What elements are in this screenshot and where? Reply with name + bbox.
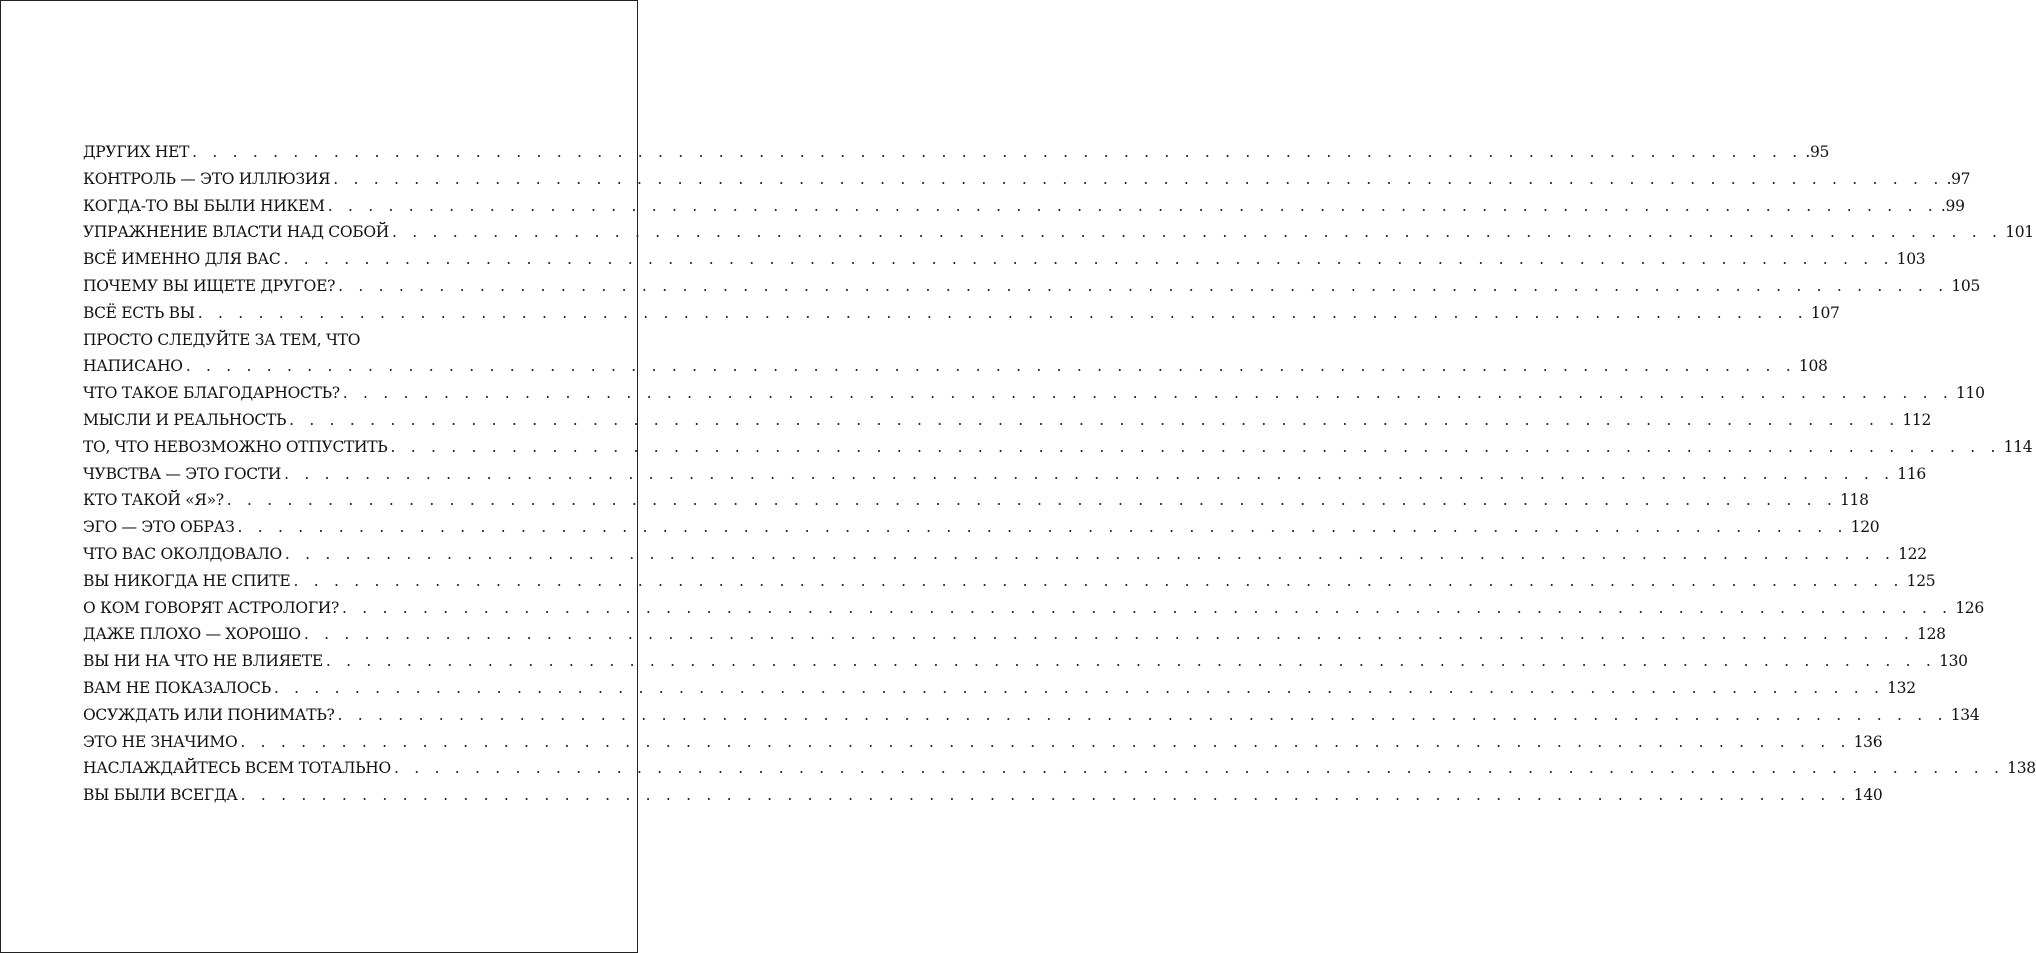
dot-leader: . . . . . . . . . . . . . . . . . . . . . . . . . . . . . . . . . . . . . . . . . . . . . . . . . . . . . . . . . . . . . . . . . . . . . . . . . . . . . . . . <box>185 357 1796 376</box>
toc-page-number: 125 <box>1906 571 1936 590</box>
toc-page-number: 105 <box>1951 276 1981 295</box>
dot-leader: . . . . . . . . . . . . . . . . . . . . . . . . . . . . . . . . . . . . . . . . . . . . . . . . . . . . . . . . . . . . . . . . . . . . . . . . . . . . . . . . <box>192 143 1803 161</box>
toc-entry-title: ВАМ НЕ ПОКАЗАЛОСЬ <box>83 678 271 697</box>
toc-entry-title: УПРАЖНЕНИЕ ВЛАСТИ НАД СОБОЙ <box>83 223 389 242</box>
dot-leader: . . . . . . . . . . . . . . . . . . . . . . . . . . . . . . . . . . . . . . . . . . . . . . . . . . . . . . . . . . . . . . . . . . . . . . . . . . . . . . . . <box>338 276 1949 295</box>
toc-entry[interactable] <box>83 434 2033 461</box>
dot-leader: . . . . . . . . . . . . . . . . . . . . . . . . . . . . . . . . . . . . . . . . . . . . . . . . . . . . . . . . . . . . . . . . . . . . . . . . . . . . . . . . <box>325 652 1937 671</box>
toc-page-number: 118 <box>1840 491 1869 510</box>
toc-entry[interactable] <box>83 166 1971 193</box>
toc-entry[interactable] <box>83 487 1869 514</box>
dot-leader: . . . . . . . . . . . . . . . . . . . . . . . . . . . . . . . . . . . . . . . . . . . . . . . . . . . . . . . . . . . . . . . . . . . . . . . . . . . . . . . . <box>391 223 2003 242</box>
toc-page-number: .97 <box>1946 169 1971 188</box>
toc-page-number: 126 <box>1955 598 1984 617</box>
toc-page-number: 128 <box>1917 625 1946 644</box>
toc-entry[interactable] <box>83 139 1830 166</box>
toc-entry[interactable] <box>83 729 1883 756</box>
toc-entry[interactable] <box>83 353 1828 380</box>
toc-entry-title: ДАЖЕ ПЛОХО — ХОРОШО <box>83 625 301 644</box>
toc-page-number: 130 <box>1939 652 1968 671</box>
dot-leader: . . . . . . . . . . . . . . . . . . . . . . . . . . . . . . . . . . . . . . . . . . . . . . . . . . . . . . . . . . . . . . . . . . . . . . . . . . . . . . . . <box>237 518 1848 537</box>
dot-leader: . . . . . . . . . . . . . . . . . . . . . . . . . . . . . . . . . . . . . . . . . . . . . . . . . . . . . . . . . . . . . . . . . . . . . . . . . . . . . . . . <box>333 169 1944 188</box>
dot-leader: . . . . . . . . . . . . . . . . . . . . . . . . . . . . . . . . . . . . . . . . . . . . . . . . . . . . . . . . . . . . . . . . . . . . . . . . . . . . . . . . <box>393 759 2005 778</box>
dot-leader: . . . . . . . . . . . . . . . . . . . . . . . . . . . . . . . . . . . . . . . . . . . . . . . . . . . . . . . . . . . . . . . . . . . . . . . . . . . . . . . . <box>283 250 1894 269</box>
toc-entry-title: ОСУЖДАТЬ ИЛИ ПОНИМАТЬ? <box>83 705 335 724</box>
toc-page-number: .95 <box>1805 143 1830 161</box>
toc-entry[interactable] <box>83 621 1946 648</box>
toc-entry-title: ЭТО НЕ ЗНАЧИМО <box>83 732 238 751</box>
toc-page-number: 108 <box>1798 357 1828 376</box>
toc-entry[interactable] <box>83 514 1880 541</box>
toc-entry[interactable] <box>83 219 2034 246</box>
toc-entry-title: МЫСЛИ И РЕАЛЬНОСТЬ <box>83 410 287 429</box>
toc-entry[interactable] <box>83 568 1936 595</box>
dot-leader: . . . . . . . . . . . . . . . . . . . . . . . . . . . . . . . . . . . . . . . . . . . . . . . . . . . . . . . . . . . . . . . . . . . . . . . . . . . . . . . . <box>337 705 1948 724</box>
toc-entry[interactable] <box>83 407 1932 434</box>
toc-entry-title: ПОЧЕМУ ВЫ ИЩЕТЕ ДРУГОЕ? <box>83 276 336 295</box>
dot-leader: . . . . . . . . . . . . . . . . . . . . . . . . . . . . . . . . . . . . . . . . . . . . . . . . . . . . . . . . . . . . . . . . . . . . . . . . . . . . . . . . <box>303 625 1915 644</box>
toc-entry-title: ВЫ НИ НА ЧТО НЕ ВЛИЯЕТЕ <box>83 652 323 671</box>
toc-entry[interactable] <box>83 246 1926 273</box>
table-of-contents <box>83 139 2036 809</box>
toc-entry-title: ДРУГИХ НЕТ <box>83 143 190 161</box>
dot-leader: . . . . . . . . . . . . . . . . . . . . . . . . . . . . . . . . . . . . . . . . . . . . . . . . . . . . . . . . . . . . . . . . . . . . . . . . . . . . . . . . <box>342 384 1953 403</box>
toc-entry-title: ПРОСТО СЛЕДУЙТЕ ЗА ТЕМ, ЧТО <box>83 330 361 349</box>
toc-entry-title: КОГДА-ТО ВЫ БЫЛИ НИКЕМ <box>83 196 325 215</box>
toc-entry-title: ТО, ЧТО НЕВОЗМОЖНО ОТПУСТИТЬ <box>83 437 388 456</box>
toc-page-number: 134 <box>1950 705 1980 724</box>
toc-page-number: 132 <box>1887 678 1916 697</box>
toc-entry-line <box>83 327 501 354</box>
toc-page-number: 136 <box>1853 732 1883 751</box>
toc-page-number: 122 <box>1898 544 1927 563</box>
dot-leader: . . . . . . . . . . . . . . . . . . . . . . . . . . . . . . . . . . . . . . . . . . . . . . . . . . . . . . . . . . . . . . . . . . . . . . . . . . . . . . . . <box>240 732 1851 751</box>
toc-entry-title: ВЫ НИКОГДА НЕ СПИТЕ <box>83 571 291 590</box>
toc-entry-title: НАСЛАЖДАЙТЕСЬ ВСЕМ ТОТАЛЬНО <box>83 759 391 778</box>
toc-entry[interactable] <box>83 273 1981 300</box>
toc-page-number: 140 <box>1853 786 1883 805</box>
toc-entry[interactable] <box>83 380 1985 407</box>
dot-leader: . . . . . . . . . . . . . . . . . . . . . . . . . . . . . . . . . . . . . . . . . . . . . . . . . . . . . . . . . . . . . . . . . . . . . . . . . . . . . . . . <box>226 491 1837 510</box>
dot-leader: . . . . . . . . . . . . . . . . . . . . . . . . . . . . . . . . . . . . . . . . . . . . . . . . . . . . . . . . . . . . . . . . . . . . . . . . . . . . . . . . <box>197 303 1808 322</box>
dot-leader: . . . . . . . . . . . . . . . . . . . . . . . . . . . . . . . . . . . . . . . . . . . . . . . . . . . . . . . . . . . . . . . . . . . . . . . . . . . . . . . . <box>293 571 1904 590</box>
dot-leader: . . . . . . . . . . . . . . . . . . . . . . . . . . . . . . . . . . . . . . . . . . . . . . . . . . . . . . . . . . . . . . . . . . . . . . . . . . . . . . . . <box>327 196 1938 215</box>
toc-page-number: 103 <box>1896 250 1926 269</box>
toc-entry-title: ЧУВСТВА — ЭТО ГОСТИ <box>83 464 282 483</box>
toc-entry-title: КОНТРОЛЬ — ЭТО ИЛЛЮЗИЯ <box>83 169 331 188</box>
dot-leader: . . . . . . . . . . . . . . . . . . . . . . . . . . . . . . . . . . . . . . . . . . . . . . . . . . . . . . . . . . . . . . . . . . . . . . . . . . . . . . . . <box>284 464 1895 483</box>
toc-page-number: 107 <box>1810 303 1840 322</box>
toc-entry-title: О КОМ ГОВОРЯТ АСТРОЛОГИ? <box>83 598 340 617</box>
toc-entry-title: ВСЁ ИМЕННО ДЛЯ ВАС <box>83 250 281 269</box>
dot-leader: . . . . . . . . . . . . . . . . . . . . . . . . . . . . . . . . . . . . . . . . . . . . . . . . . . . . . . . . . . . . . . . . . . . . . . . . . . . . . . . . <box>342 598 1953 617</box>
toc-entry[interactable] <box>83 461 1926 488</box>
toc-entry[interactable] <box>83 193 1965 220</box>
toc-entry[interactable] <box>83 702 1980 729</box>
toc-entry[interactable] <box>83 648 1968 675</box>
toc-entry-title: ЧТО ТАКОЕ БЛАГОДАРНОСТЬ? <box>83 384 340 403</box>
toc-entry-title: ВСЁ ЕСТЬ ВЫ <box>83 303 195 322</box>
toc-entry[interactable] <box>83 782 1883 809</box>
toc-entry-title: ЭГО — ЭТО ОБРАЗ <box>83 518 235 537</box>
toc-entry-title: НАПИСАНО <box>83 357 183 376</box>
toc-entry-title: КТО ТАКОЙ «Я»? <box>83 491 224 510</box>
toc-page-number: 110 <box>1955 384 1985 403</box>
toc-page-number: 101 <box>2005 223 2034 242</box>
toc-entry[interactable] <box>83 755 2036 782</box>
toc-entry[interactable] <box>83 675 1916 702</box>
toc-page-number: 120 <box>1850 518 1880 537</box>
toc-page-number: .99 <box>1940 196 1965 215</box>
toc-page-number: 114 <box>2003 437 2033 456</box>
dot-leader: . . . . . . . . . . . . . . . . . . . . . . . . . . . . . . . . . . . . . . . . . . . . . . . . . . . . . . . . . . . . . . . . . . . . . . . . . . . . . . . . <box>390 437 2001 456</box>
toc-entry-title: ЧТО ВАС ОКОЛДОВАЛО <box>83 544 282 563</box>
toc-entry[interactable] <box>83 300 1840 327</box>
toc-page-number: 116 <box>1897 464 1926 483</box>
dot-leader: . . . . . . . . . . . . . . . . . . . . . . . . . . . . . . . . . . . . . . . . . . . . . . . . . . . . . . . . . . . . . . . . . . . . . . . . . . . . . . . . <box>240 786 1851 805</box>
toc-page-number: 112 <box>1902 410 1932 429</box>
toc-entry[interactable] <box>83 595 1984 622</box>
toc-entry-title: ВЫ БЫЛИ ВСЕГДА <box>83 786 238 805</box>
toc-page-number: 138 <box>2007 759 2036 778</box>
toc-entry[interactable] <box>83 541 1927 568</box>
dot-leader: . . . . . . . . . . . . . . . . . . . . . . . . . . . . . . . . . . . . . . . . . . . . . . . . . . . . . . . . . . . . . . . . . . . . . . . . . . . . . . . . <box>284 544 1896 563</box>
dot-leader: . . . . . . . . . . . . . . . . . . . . . . . . . . . . . . . . . . . . . . . . . . . . . . . . . . . . . . . . . . . . . . . . . . . . . . . . . . . . . . . . <box>273 678 1885 697</box>
dot-leader: . . . . . . . . . . . . . . . . . . . . . . . . . . . . . . . . . . . . . . . . . . . . . . . . . . . . . . . . . . . . . . . . . . . . . . . . . . . . . . . . <box>289 410 1900 429</box>
